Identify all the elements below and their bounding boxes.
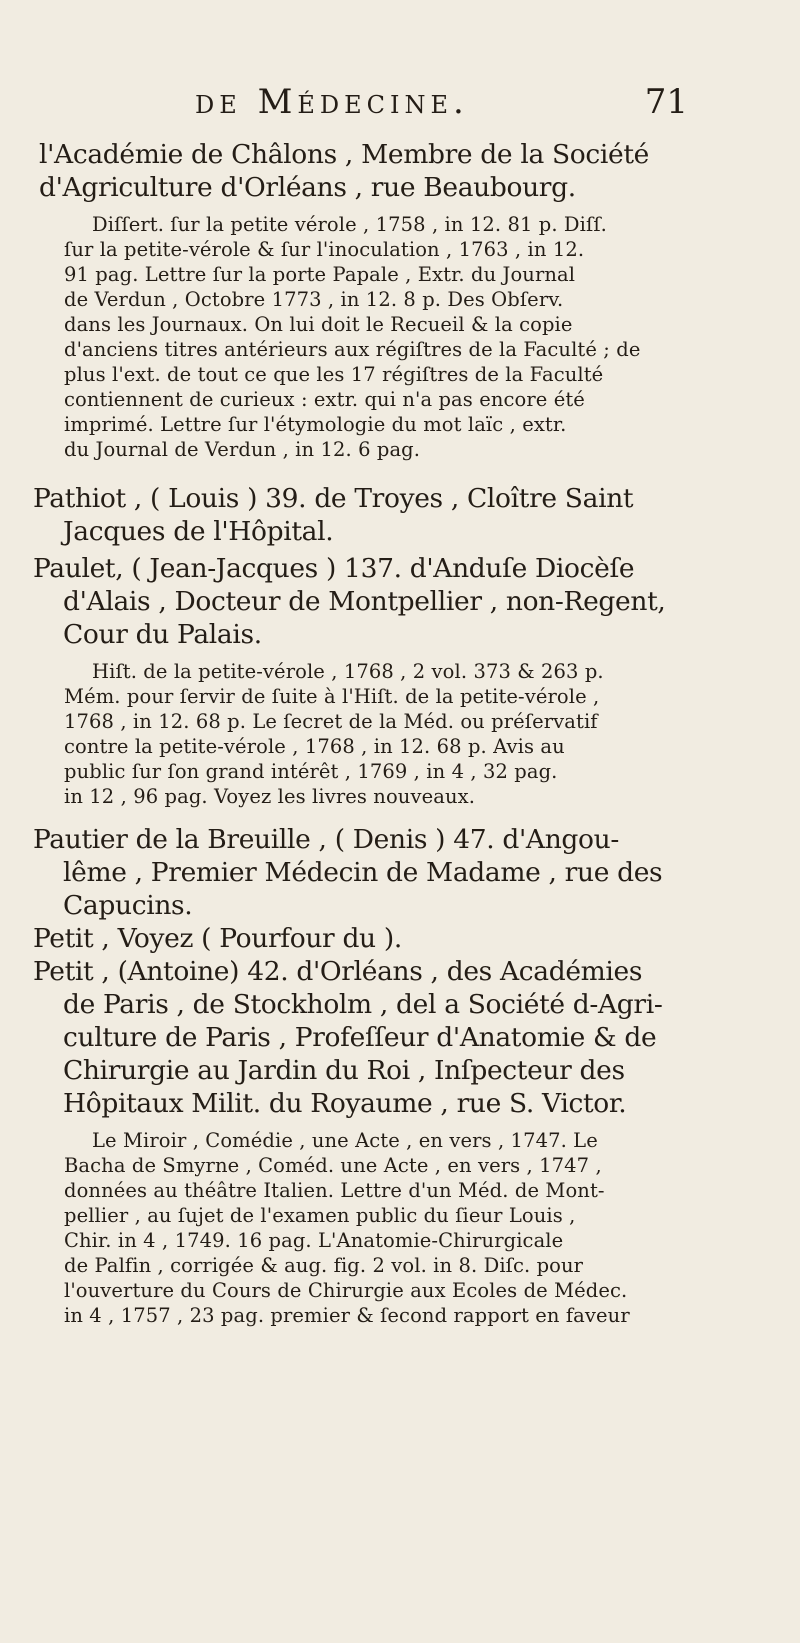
entry-paulet	[33, 552, 718, 651]
note-line: Hiſt. de la petite-vérole , 1768 , 2 vol. 373 & 263 p.	[92, 660, 604, 683]
note-line: in 4 , 1757 , 23 pag. premier & ſecond rapport en faveur	[64, 1304, 630, 1327]
text-line: Capucins.	[63, 890, 193, 921]
note-line: public ſur ſon grand intérêt , 1769 , in 4 , 32 pag.	[64, 760, 558, 783]
running-title: de Médecine.	[195, 82, 469, 122]
bibliography-note	[33, 659, 718, 809]
note-line: plus l'ext. de tout ce que les 17 régiſtres de la Faculté	[64, 363, 604, 386]
note-line: Mém. pour ſervir de ſuite à l'Hiſt. de la petite-vérole ,	[64, 685, 600, 708]
note-line: données au théâtre Italien. Lettre d'un Méd. de Mont-	[64, 1179, 605, 1202]
note-line: pellier , au ſujet de l'examen public du ſieur Louis ,	[64, 1204, 576, 1227]
text-line: d'Alais , Docteur de Montpellier , non-Regent,	[63, 586, 666, 617]
entry-pautier	[33, 823, 718, 922]
entry-petit-antoine	[33, 955, 718, 1120]
note-line: imprimé. Lettre ſur l'étymologie du mot laïc , extr.	[64, 413, 567, 436]
note-line: du Journal de Verdun , in 12. 6 pag.	[64, 438, 421, 461]
note-line: l'ouverture du Cours de Chirurgie aux Ecoles de Médec.	[64, 1279, 628, 1302]
note-line: d'anciens titres antérieurs aux régiſtres de la Faculté ; de	[64, 338, 641, 361]
page-header	[0, 82, 800, 132]
entry-petit-voyez	[33, 922, 718, 955]
text-line: Jacques de l'Hôpital.	[63, 516, 334, 547]
note-line: Bacha de Smyrne , Coméd. une Acte , en vers , 1747 ,	[64, 1154, 602, 1177]
bibliography-note	[33, 212, 718, 462]
text-line: Paulet, ( Jean-Jacques ) 137. d'Anduſe Diocèſe	[33, 553, 635, 584]
note-line: contiennent de curieux : extr. qui n'a pas encore été	[64, 388, 585, 411]
text-line: Pautier de la Breuille , ( Denis ) 47. d'Angou-	[33, 824, 619, 855]
text-line: culture de Paris , Profeſſeur d'Anatomie & de	[63, 1022, 657, 1053]
entry-continuation	[33, 138, 718, 204]
note-line: dans les Journaux. On lui doit le Recueil & la copie	[64, 313, 573, 336]
note-line: 91 pag. Lettre ſur la porte Papale , Extr. du Journal	[64, 263, 576, 286]
note-line: in 12 , 96 pag. Voyez les livres nouveaux.	[64, 785, 475, 808]
bibliography-note	[33, 1128, 718, 1328]
note-line: Diſſert. ſur la petite vérole , 1758 , in 12. 81 p. Diſſ.	[92, 213, 607, 236]
note-line: Chir. in 4 , 1749. 16 pag. L'Anatomie-Chirurgicale	[64, 1229, 564, 1252]
text-line: Petit , Voyez ( Pourfour du ).	[33, 923, 402, 954]
note-line: contre la petite-vérole , 1768 , in 12. 68 p. Avis au	[64, 735, 565, 758]
text-line: Hôpitaux Milit. du Royaume , rue S. Victor.	[63, 1088, 627, 1119]
note-line: de Verdun , Octobre 1773 , in 12. 8 p. Des Obſerv.	[64, 288, 564, 311]
text-line: Pathiot , ( Louis ) 39. de Troyes , Cloître Saint	[33, 483, 634, 514]
page-number: 71	[644, 82, 688, 122]
text-line: Petit , (Antoine) 42. d'Orléans , des Académies	[33, 956, 643, 987]
note-line: ſur la petite-vérole & ſur l'inoculation , 1763 , in 12.	[64, 238, 585, 261]
note-line: de Palfin , corrigée & aug. fig. 2 vol. in 8. Diſc. pour	[64, 1254, 584, 1277]
text-line: Chirurgie au Jardin du Roi , Inſpecteur des	[63, 1055, 625, 1086]
entry-pathiot	[33, 482, 718, 548]
text-line: d'Agriculture d'Orléans , rue Beaubourg.	[39, 172, 576, 203]
text-line: de Paris , de Stockholm , del a Société d-Agri-	[63, 989, 663, 1020]
note-line: 1768 , in 12. 68 p. Le ſecret de la Méd. ou préſervatif	[64, 710, 598, 733]
text-line: lême , Premier Médecin de Madame , rue des	[63, 857, 663, 888]
text-line: Cour du Palais.	[63, 619, 262, 650]
text-line: l'Académie de Châlons , Membre de la Société	[39, 139, 649, 170]
note-line: Le Miroir , Comédie , une Acte , en vers , 1747. Le	[92, 1129, 598, 1152]
page-body	[33, 138, 718, 1342]
